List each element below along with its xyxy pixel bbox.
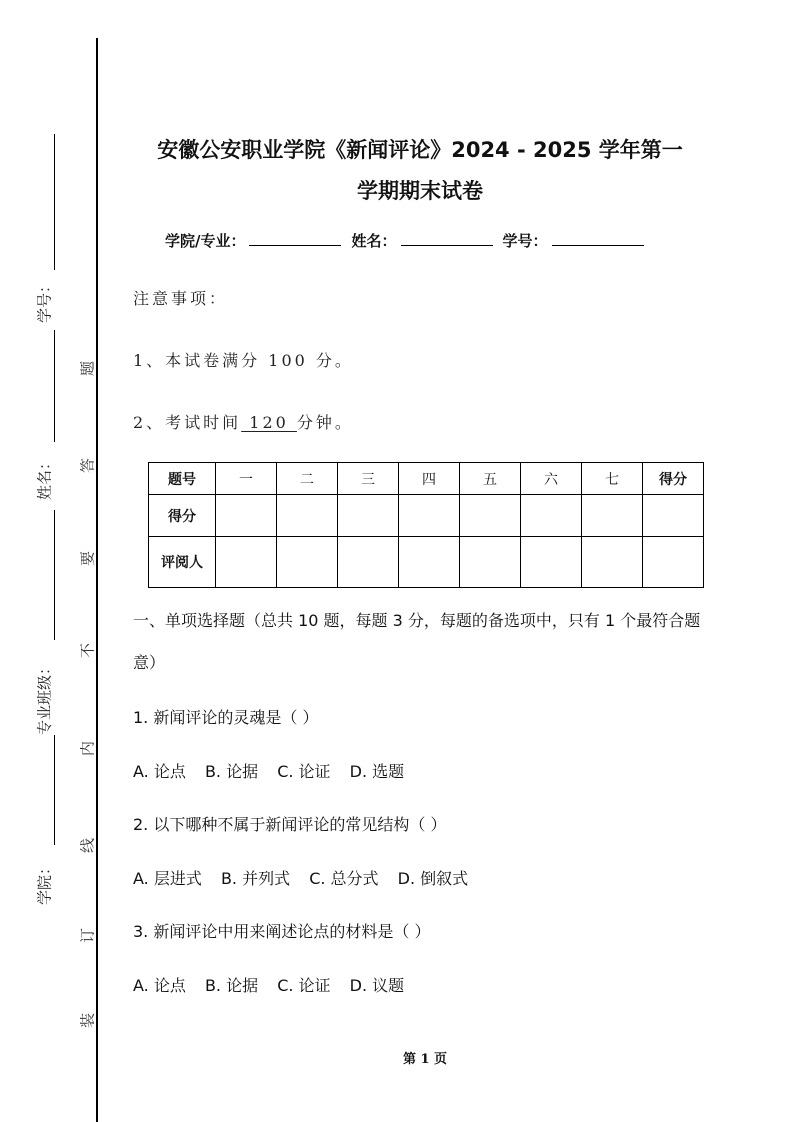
reviewer-cell[interactable] [521,537,582,588]
reviewer-cell[interactable] [277,537,338,588]
option[interactable]: A. 论点 [133,976,186,995]
reviewer-cell[interactable] [460,537,521,588]
page-number: 第 1 页 [402,1052,448,1067]
name-line [54,330,55,442]
option[interactable]: A. 论点 [133,762,186,781]
note-item-1: 1、本试卷满分 100 分。 [133,351,354,370]
question-1-stem: 1. 新闻评论的灵魂是（ ） [133,708,319,727]
option[interactable]: D. 选题 [349,762,405,781]
table-header-cell: 四 [399,463,460,495]
option[interactable]: B. 论据 [204,762,259,781]
binding-label-college: 学院： [35,859,54,905]
question-2-options [133,866,482,889]
score-table-header-row [149,463,704,495]
binding-label-class: 专业班级： [35,659,54,735]
exam-title-line1: 安徽公安职业学院《新闻评论》2024 - 2025 学年第一 [157,138,683,162]
name-label: 姓名： [351,232,397,250]
class-line-bottom [54,735,55,845]
binding-line [96,38,98,1122]
reviewer-cell[interactable] [643,537,704,588]
option[interactable]: A. 层进式 [133,869,202,888]
note-item-2-prefix: 2、考试时间 [133,413,242,432]
table-header-cell: 七 [582,463,643,495]
exam-title-line2: 学期期末试卷 [357,179,483,203]
seal-char: 不 [78,643,97,659]
score-table [148,462,704,588]
table-header-cell: 五 [460,463,521,495]
binding-label-name: 姓名： [35,454,54,500]
row-label: 得分 [149,495,216,537]
seal-char: 装 [78,1013,97,1029]
seal-char: 要 [78,551,97,567]
seal-char: 线 [78,838,97,854]
seal-char: 答 [78,458,97,474]
note-item-2 [133,410,354,433]
notes-heading: 注意事项： [133,289,229,308]
score-cell[interactable] [338,495,399,537]
option[interactable]: C. 论证 [277,976,331,995]
seal-char: 题 [78,361,97,377]
score-cell[interactable] [582,495,643,537]
score-cell[interactable] [521,495,582,537]
question-3-stem: 3. 新闻评论中用来阐述论点的材料是（ ） [133,922,431,941]
table-header-cell: 二 [277,463,338,495]
table-header-cell: 三 [338,463,399,495]
note-item-2-suffix: 分钟。 [296,413,354,432]
score-row [149,495,704,537]
student-id-line [54,134,55,270]
question-3-options [133,973,418,996]
score-cell[interactable] [460,495,521,537]
option[interactable]: D. 议题 [349,976,405,995]
table-header-cell: 一 [216,463,277,495]
reviewer-row [149,537,704,588]
student-info-row [165,230,654,251]
college-major-label: 学院/专业： [165,232,246,250]
option[interactable]: C. 论证 [277,762,331,781]
option[interactable]: C. 总分式 [309,869,379,888]
option[interactable]: D. 倒叙式 [397,869,469,888]
option[interactable]: B. 论据 [204,976,259,995]
score-cell[interactable] [399,495,460,537]
student-id-blank[interactable] [552,231,644,246]
score-cell[interactable] [216,495,277,537]
table-header-cell: 得分 [643,463,704,495]
section-heading: 一、单项选择题（总共 10 题，每题 3 分，每题的备选项中，只有 1 个最符合题意） [133,611,701,672]
row-label: 评阅人 [149,537,216,588]
seal-char: 订 [78,928,97,944]
class-line-top [54,510,55,640]
option[interactable]: B. 并列式 [220,869,291,888]
seal-char: 内 [78,741,97,757]
name-blank[interactable] [401,231,493,246]
score-cell[interactable] [277,495,338,537]
reviewer-cell[interactable] [216,537,277,588]
reviewer-cell[interactable] [582,537,643,588]
question-2-stem: 2. 以下哪种不属于新闻评论的常见结构（ ） [133,815,447,834]
student-id-label: 学号： [502,232,548,250]
college-major-blank[interactable] [249,231,341,246]
question-1-options [133,759,418,782]
reviewer-cell[interactable] [399,537,460,588]
table-header-cell: 六 [521,463,582,495]
table-header-cell: 题号 [149,463,216,495]
score-cell[interactable] [643,495,704,537]
exam-duration-value: 120 [241,413,297,432]
reviewer-cell[interactable] [338,537,399,588]
binding-label-student-id: 学号： [35,277,54,323]
